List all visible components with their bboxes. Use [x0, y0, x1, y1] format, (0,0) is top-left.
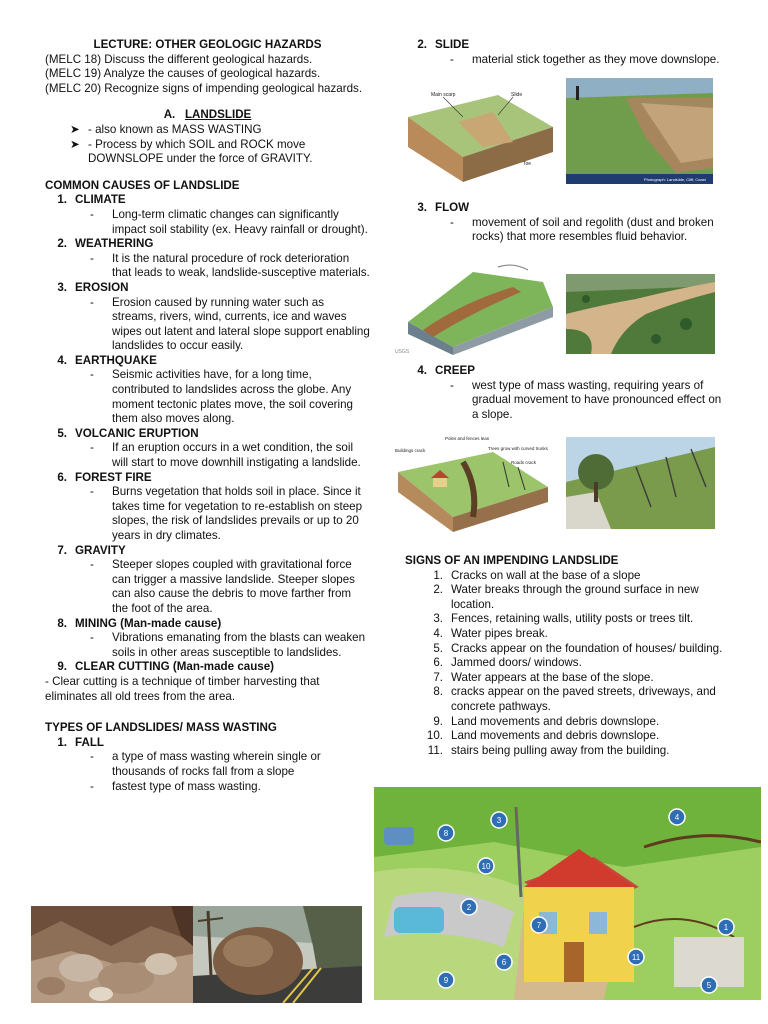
sign-item-9: 9. Land movements and debris downslope. [433, 714, 660, 728]
flow-credit: USGS [395, 349, 410, 355]
sign-item-1: 1. Cracks on wall at the base of a slope [433, 568, 641, 582]
flow-section [405, 201, 725, 245]
creep-label-buildings: Buildings crack [395, 448, 426, 453]
type-fall-desc-1: - a type of mass wasting wherein single or thousands of rocks fall from a slope [90, 750, 321, 778]
callout-label-8: 8 [443, 829, 449, 838]
arrow-bullet-icon: ➤ [70, 137, 80, 151]
sign-item-11: 11. stairs being pulling away from the building. [427, 743, 670, 757]
sign-item-6: 6. Jammed doors/ windows. [433, 656, 582, 670]
cause-item-9: 9. CLEAR CUTTING (Man-made cause) [57, 660, 275, 674]
flow-diagram [393, 262, 561, 355]
type-slide: 2. SLIDE [417, 38, 470, 51]
sign-item-3: 3. Fences, retaining walls, utility posts or trees tilt. [433, 612, 694, 626]
landslide-bullet-1: ➤ - also known as MASS WASTING [70, 122, 262, 136]
landslide-signs-illustration [374, 787, 761, 1000]
cause-item-5-desc: - If an eruption occurs in a wet condition, the soil will start to move downhill instigating a landslide. [90, 441, 361, 470]
sign-item-7: 7. Water appears at the base of the slope. [433, 670, 654, 684]
type-flow-desc: - movement of soil and regolith (dust and broken rocks) that more resembles fluid behavior. [450, 215, 714, 244]
callout-label-4: 4 [674, 813, 680, 822]
cause-item-2: 2. WEATHERING [57, 237, 154, 251]
cause-item-4: 4. EARTHQUAKE [57, 353, 157, 367]
creep-label-trees: Trees grow with curved trunks [488, 446, 548, 451]
flow-photo [566, 274, 715, 354]
fall-rock-photo [31, 906, 193, 1003]
creep-label-poles: Poles and fences lean [445, 436, 490, 441]
causes-list [45, 193, 370, 660]
cause-item-7: 7. GRAVITY [57, 543, 126, 557]
cause-item-6-desc: - Burns vegetation that holds soil in place. Since it takes time for vegetation to re-establish on steep slopes, the risk of landslides prevails or up to 20 years in dry climates. [90, 485, 363, 542]
type-fall: 1. FALL [57, 735, 104, 749]
signs-section [405, 554, 725, 758]
slide-label-toe: Toe [523, 161, 532, 167]
callout-label-6: 6 [501, 958, 507, 967]
cause-item-1: 1. CLIMATE [57, 193, 126, 207]
causes-heading: COMMON CAUSES OF LANDSLIDE [45, 178, 240, 192]
sign-item-5: 5. Cracks appear on the foundation of houses/ building. [433, 641, 723, 655]
creep-label-roads: Roads crack [511, 460, 537, 465]
landslide-heading-text: LANDSLIDE [184, 108, 252, 122]
landslide-heading [45, 108, 370, 123]
creep-diagram [393, 432, 553, 533]
type-slide-desc: - material stick together as they move downslope. [450, 52, 720, 66]
cause-item-8-desc: - Vibrations emanating from the blasts can weaken soils in other areas susceptible to landslides. [90, 631, 366, 659]
creep-section [405, 364, 725, 422]
left-column [45, 38, 370, 794]
arrow-bullet-icon: ➤ [70, 122, 80, 136]
cause-item-2-desc: - It is the natural procedure of rock deterioration that leads to weak, landslide-susceptive materials. [90, 251, 370, 280]
cause-item-9-desc: - Clear cutting is a technique of timber harvesting that eliminates all old trees from the area. [45, 674, 320, 703]
callout-label-1: 1 [723, 923, 729, 932]
melc-18: (MELC 18) Discuss the different geological hazards. [45, 52, 313, 66]
melc-19: (MELC 19) Analyze the causes of geological hazards. [45, 67, 321, 81]
signs-list [405, 569, 725, 759]
callout-label-3: 3 [496, 816, 502, 825]
creep-photo [566, 437, 715, 529]
melc-20: (MELC 20) Recognize signs of impending geological hazards. [45, 81, 363, 95]
lecture-title: LECTURE: OTHER GEOLOGIC HAZARDS [93, 38, 322, 51]
signs-heading: SIGNS OF AN IMPENDING LANDSLIDE [405, 554, 619, 567]
sign-item-4: 4. Water pipes break. [433, 626, 548, 640]
slide-label-scarp: Main scarp [431, 92, 456, 98]
cause-item-3-desc: - Erosion caused by running water such as streams, rivers, wind, currents, ice and waves wipes out latent and lateral slope support enabling landslides to occur easily. [90, 295, 370, 353]
callout-label-7: 7 [536, 921, 542, 930]
callout-label-10: 10 [481, 862, 491, 871]
type-creep-desc: - west type of mass wasting, requiring years of gradual movement to have pronounced effect on a slope. [450, 378, 722, 421]
landslide-bullet-2: ➤ - Process by which SOIL and ROCK move DOWNSLOPE under the force of GRAVITY. [70, 137, 313, 166]
slide-label-slide: Slide [511, 92, 523, 98]
cause-item-5: 5. VOLCANIC ERUPTION [57, 426, 199, 440]
type-fall-desc-2: - fastest type of mass wasting. [90, 779, 261, 793]
cause-item-7-desc: - Steeper slopes coupled with gravitational force can trigger a massive landslide. Steeper slopes can also cause the debris to move farther from the foot of the area. [90, 558, 355, 615]
slide-photo [566, 78, 713, 184]
sign-item-8: 8. cracks appear on the paved streets, driveways, and concrete pathways. [433, 685, 716, 713]
cause-item-6: 6. FOREST FIRE [57, 470, 152, 484]
sign-item-2: 2. Water breaks through the ground surface in new location. [433, 583, 699, 611]
right-column [405, 38, 725, 67]
fall-boulder-road-photo [193, 906, 362, 1003]
type-creep: 4. CREEP [417, 364, 475, 377]
callout-label-5: 5 [706, 981, 712, 990]
callout-label-2: 2 [466, 903, 472, 912]
slide-photo-credit: Photograph: Landslide, Cliff, Coast [644, 177, 706, 182]
types-heading: TYPES OF LANDSLIDES/ MASS WASTING [45, 721, 277, 735]
cause-item-1-desc: - Long-term climatic changes can significantly impact soil stability (ex. Heavy rainfall or drought). [90, 207, 368, 236]
callout-label-9: 9 [443, 976, 449, 985]
type-flow: 3. FLOW [417, 201, 470, 214]
landslide-heading-letter: A. [163, 108, 176, 122]
cause-item-8: 8. MINING (Man-made cause) [57, 616, 222, 630]
cause-item-3: 3. EROSION [57, 280, 129, 294]
slide-diagram [403, 87, 561, 184]
sign-item-10: 10. Land movements and debris downslope. [426, 729, 660, 743]
cause-item-4-desc: - Seismic activities have, for a long time, contributed to landslides across the globe. Any moment tectonic plates move, the soil covering them also moves along. [90, 368, 354, 426]
callout-label-11: 11 [631, 953, 641, 962]
